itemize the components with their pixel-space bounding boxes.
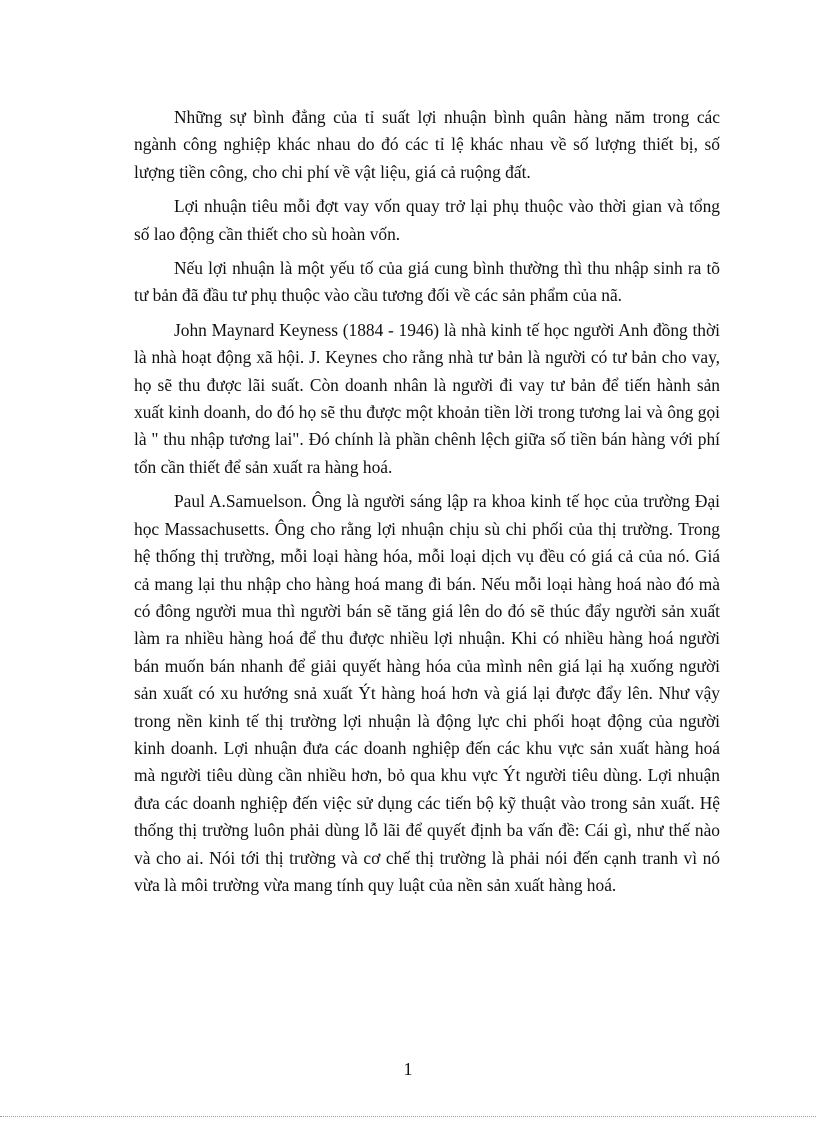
paragraph-supply-price: Nếu lợi nhuận là một yếu tố của giá cung bình thường thì thu nhập sinh ra tõ tư bản đã đầu tư phụ thuộc vào cầu tương đối về các sản phẩm của nã. [134,258,720,306]
document-body [134,104,720,906]
page-bottom-divider [0,1116,816,1117]
page-number: 1 [403,1059,413,1079]
paragraph-profit-rate-equality: Những sự bình đẳng của tỉ suất lợi nhuận bình quân hàng năm trong các ngành công nghiệp khác nhau do đó các tỉ lệ khác nhau về số lượng thiết bị, số lượng tiền công, cho chi phí về vật liệu, giá cả ruộng đất. [134,107,720,182]
paragraph-loan-return: Lợi nhuận tiêu mỗi đợt vay vốn quay trở lại phụ thuộc vào thời gian và tổng số lao động cần thiết cho sù hoàn vốn. [134,196,720,244]
paragraph-keynes: John Maynard Keyness (1884 - 1946) là nhà kinh tế học người Anh đồng thời là nhà hoạt động xã hội. J. Keynes cho rằng nhà tư bản là người có tư bản cho vay, họ sẽ thu được lãi suất. Còn doanh nhân là người đi vay tư bản để tiến hành sản xuất kinh doanh, do đó họ sẽ thu được một khoản tiền lời trong tương lai và ông gọi là " thu nhập tương lai". Đó chính là phần chênh lệch giữa số tiền bán hàng với phí tổn cần thiết để sản xuất ra hàng hoá. [134,319,720,477]
paragraph-samuelson: Paul A.Samuelson. Ông là người sáng lập ra khoa kinh tế học của trường Đại học Massachusetts. Ông cho rằng lợi nhuận chịu sù chi phối của thị trường. Trong hệ thống thị trường, mỗi loại hàng hóa, mỗi loại dịch vụ đều có giá cả của nó. Giá cả mang lại thu nhập cho hàng hoá mang đi bán. Nếu mỗi loại hàng hoá nào đó mà có đông người mua thì người bán sẽ tăng giá lên do đó sẽ thúc đẩy người sản xuất làm ra nhiều hàng hoá để thu được nhiều lợi nhuận. Khi có nhiều hàng hoá người bán muốn bán nhanh để giải quyết hàng hóa của mình nên giá lại hạ xuống người sản xuất có xu hướng snả xuất Ýt hàng hoá hơn và giá lại được đẩy lên. Như vậy trong nền kinh tế thị trường lợi nhuận là động lực chi phối hoạt động của người kinh doanh. Lợi nhuận đưa các doanh nghiệp đến các khu vực sản xuất hàng hoá mà người tiêu dùng cần nhiều hơn, bỏ qua khu vực Ýt người tiêu dùng. Lợi nhuận đưa các doanh nghiệp đến việc sử dụng các tiến bộ kỹ thuật vào trong sản xuất. Hệ thống thị trường luôn phải dùng lỗ lãi để quyết định ba vấn đề: Cái gì, như thế nào và cho ai. Nói tới thị trường và cơ chế thị trường là phải nói đến cạnh tranh vì nó vừa là môi trường vừa mang tính quy luật của nền sản xuất hàng hoá. [134,491,720,895]
